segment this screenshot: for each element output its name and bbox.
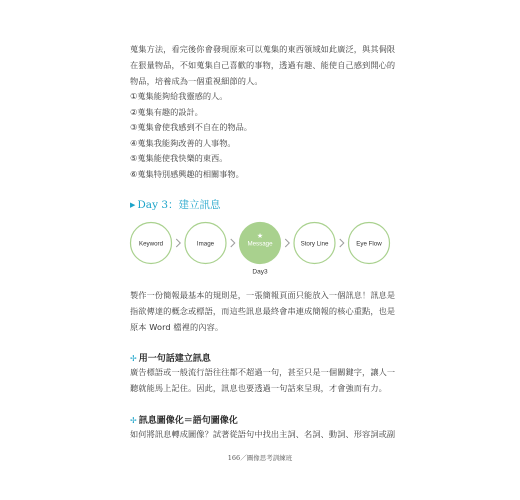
page-number: 166 [227,454,241,462]
flow-active-caption: Day3 [252,268,268,276]
section-paragraph-line: 廣告標語或一般流行語往往都不超過一句，甚至只是一個關鍵字，讓人一 [130,367,396,377]
body-paragraph-line: 製作一份簡報最基本的規則是，一張簡報頁面只能放入一個訊息！訊息是 [130,290,396,300]
flow-step-label: Eye Flow [356,240,382,248]
chevron-right-icon [176,239,180,247]
list-item: ⑥蒐集特別感興趣的相關事物。 [130,168,244,179]
sparkle-icon: ✢ [130,416,137,425]
book-title: ／圖像思考訓練班 [240,454,293,462]
section-paragraph [130,426,396,442]
top-paragraph-line: 物品，培養成為一個重視細節的人。 [130,76,263,86]
top-paragraph-line: 在狠量物品，不如蒐集自己喜歡的事物，透過有趣、能使自己感到開心的 [130,60,396,70]
section-paragraph-line: 如何將訊息轉成圖像？試著從語句中找出主詞、名詞、動詞、形容詞或副 [130,429,396,439]
body-paragraph [130,287,396,335]
section-heading [130,351,211,364]
flow-step-label: Story Line [300,240,329,248]
triangle-marker-icon: ▶ [130,201,136,209]
section-paragraph-line: 聽就能馬上記住。因此，訊息也要透過一句話來呈現，才會強而有力。 [130,383,387,393]
day-heading-text: Day 3：建立訊息 [137,199,221,211]
flow-step-label: Keyword [138,240,164,248]
chevron-right-icon [231,239,235,247]
process-flow-diagram [130,222,392,274]
section-heading-text: 用一句話建立訊息 [138,354,211,364]
chevron-right-icon [285,239,289,247]
list-item: ⑤蒐集能使我快樂的東西。 [130,153,228,163]
sparkle-icon: ✢ [130,354,137,363]
day-heading [130,197,221,212]
process-flow-svg [130,222,392,278]
body-paragraph-line: 原本 Word 檔裡的內容。 [130,322,224,332]
section-heading [130,413,238,426]
list-item: ①蒐集能夠給我靈感的人。 [130,91,228,101]
star-icon: ★ [256,232,264,240]
section-heading-text: 訊息圖像化＝語句圖像化 [138,416,238,426]
body-paragraph-line: 指欲傳達的概念或標語，而這些訊息最終會串連成簡報的核心重點，也是 [130,306,396,316]
section-paragraph [130,364,396,396]
flow-step-label: Image [196,240,215,248]
list-item: ③蒐集會使我感到不自在的物品。 [130,122,252,132]
list-item: ②蒐集有趣的設計。 [130,106,203,117]
top-paragraph-line: 蒐集方法，看完後你會發現原來可以蒐集的東西領域如此廣泛，與其侷限 [130,44,396,54]
list-item: ④蒐集我能夠改善的人事物。 [130,137,236,148]
top-paragraph [130,41,396,89]
chevron-right-icon [340,239,344,247]
page-footer [0,453,520,462]
collect-list [130,89,252,182]
flow-step-label: Message [247,240,273,248]
